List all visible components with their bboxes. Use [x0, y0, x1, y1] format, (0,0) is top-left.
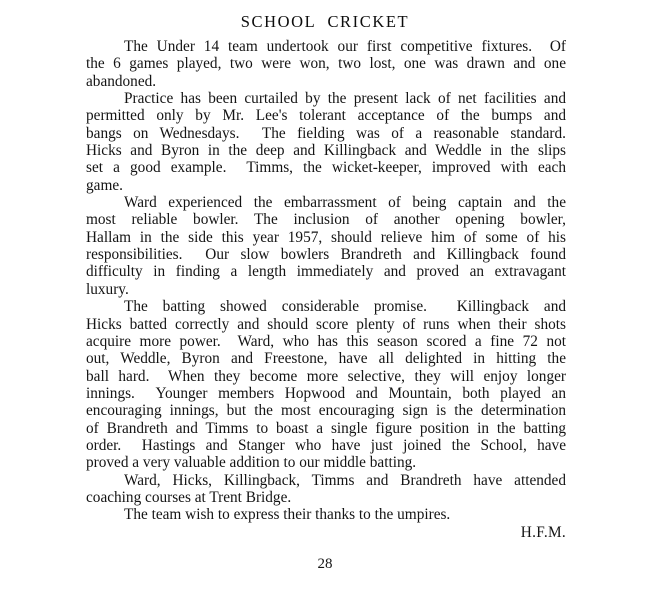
text-line: set a good example. Timms, the wicket-keeper, improved with each: [86, 159, 566, 177]
paragraph: [86, 506, 566, 523]
text-line: Practice has been curtailed by the present lack of net facilities and: [124, 90, 566, 108]
text-line: abandoned.: [86, 72, 157, 90]
text-line: the 6 games played, two were won, two lost, one was drawn and one: [86, 55, 566, 73]
text-line: permitted only by Mr. Lee's tolerant acceptance of the bumps and: [86, 107, 566, 125]
text-line: innings. Younger members Hopwood and Mountain, both played an: [86, 384, 566, 402]
article-body: [86, 38, 566, 524]
text-line: of Brandreth and Timms to boast a single figure position in the batting: [86, 419, 566, 437]
paragraph: [86, 38, 566, 90]
text-line: most reliable bowler. The inclusion of another opening bowler,: [86, 211, 566, 229]
text-line: ball hard. When they become more selective, they will enjoy longer: [86, 367, 566, 385]
text-line: The Under 14 team undertook our first competitive fixtures. Of: [124, 38, 566, 55]
text-line: Ward experienced the embarrassment of being captain and the: [124, 194, 566, 212]
text-line: Ward, Hicks, Killingback, Timms and Brandreth have attended: [124, 471, 566, 489]
paragraph: [86, 298, 566, 471]
paragraph: [86, 90, 566, 194]
paragraph: [86, 194, 566, 298]
page-number: 28: [317, 556, 333, 572]
author-initials: H.F.M.: [520, 524, 566, 541]
text-line: out, Weddle, Byron and Freestone, have all delighted in hitting the: [86, 350, 566, 368]
text-line: encouraging innings, but the most encouraging sign is the determination: [86, 402, 566, 420]
text-line: difficulty in finding a length immediately and proved an extravagant: [86, 263, 566, 281]
text-line: Hallam in the side this year 1957, should relieve him of some of his: [86, 228, 566, 246]
text-line: coaching courses at Trent Bridge.: [86, 488, 292, 506]
text-line: Hicks batted correctly and should score plenty of runs when their shots: [86, 315, 566, 333]
text-line: luxury.: [86, 280, 129, 298]
text-line: Hicks and Byron in the deep and Killingback and Weddle in the slips: [86, 142, 566, 160]
page-title: SCHOOL CRICKET: [240, 12, 410, 31]
text-line: proved a very valuable addition to our middle batting.: [86, 454, 417, 472]
text-line: game.: [86, 176, 123, 194]
text-line: The team wish to express their thanks to the umpires.: [124, 506, 451, 524]
text-line: order. Hastings and Stanger who have just joined the School, have: [86, 436, 566, 454]
text-line: acquire more power. Ward, who has this season scored a fine 72 not: [86, 332, 566, 350]
paragraph: [86, 472, 566, 507]
text-line: responsibilities. Our slow bowlers Brandreth and Killingback found: [86, 246, 566, 264]
text-line: The batting showed considerable promise. Killingback and: [124, 298, 566, 316]
text-line: bangs on Wednesdays. The fielding was of a reasonable standard.: [86, 124, 566, 142]
